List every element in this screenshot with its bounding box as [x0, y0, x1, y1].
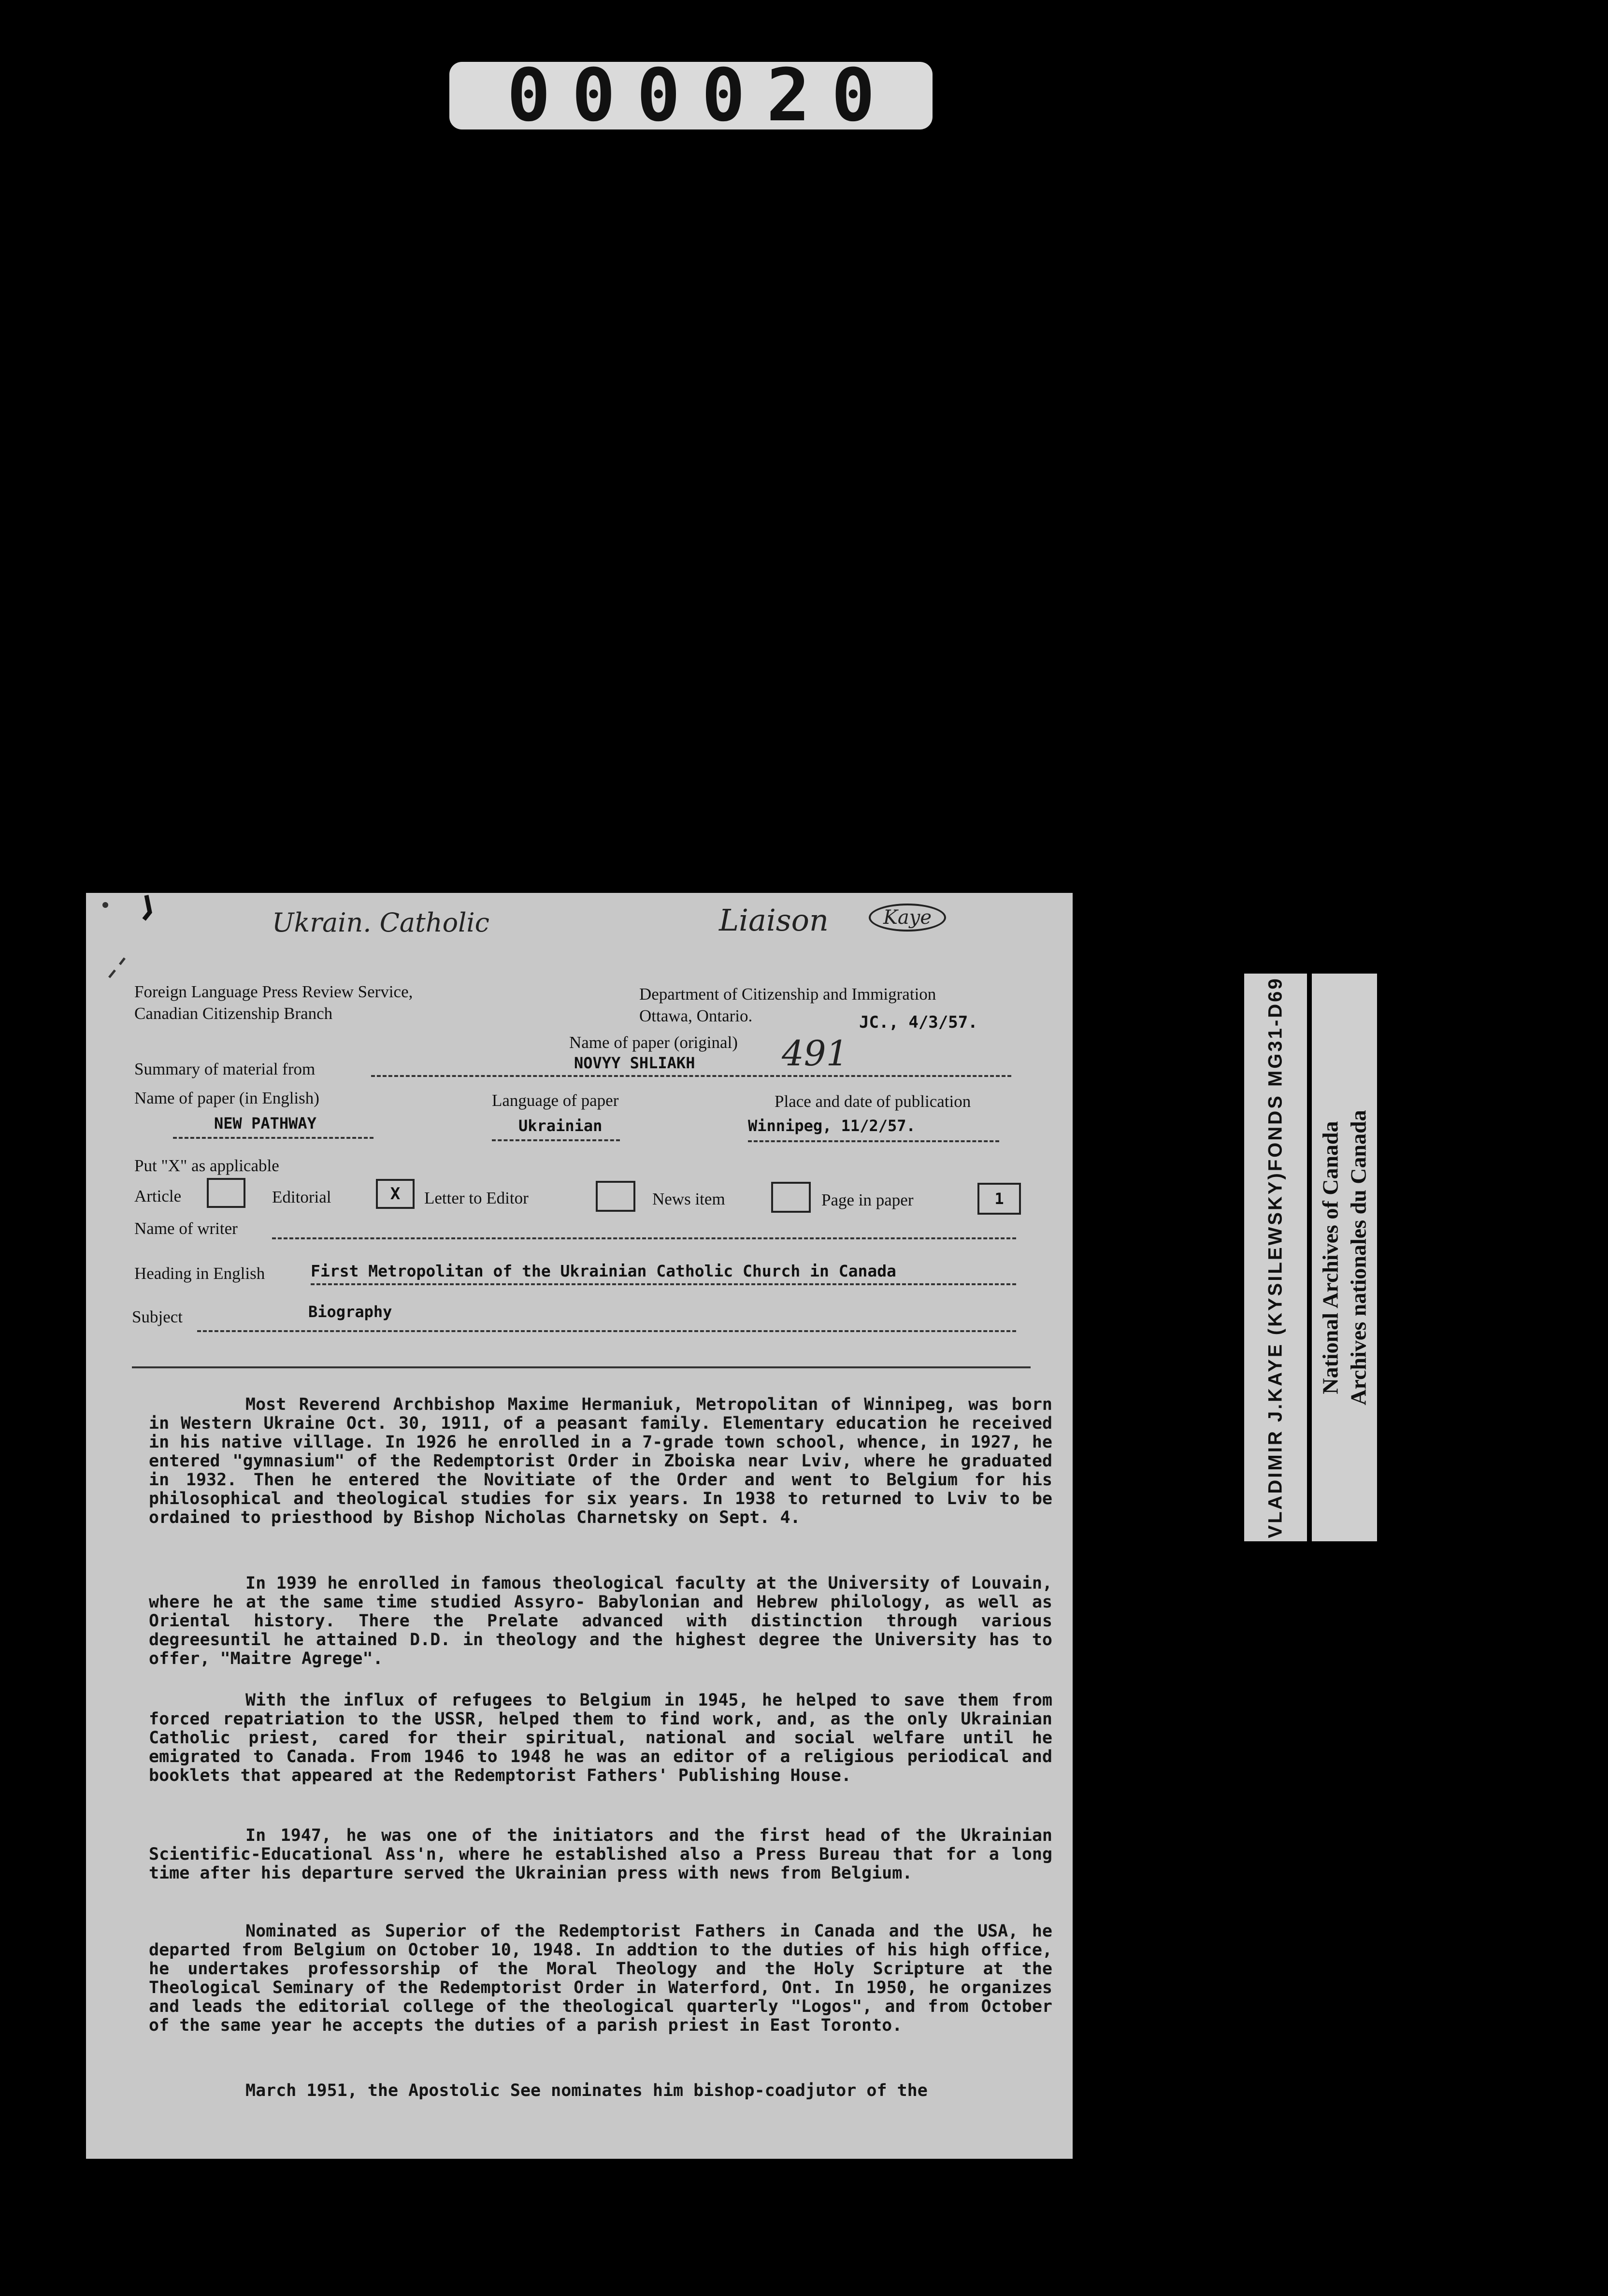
document-page [86, 893, 1073, 2159]
handwritten-liaison: Liaison [719, 903, 829, 938]
header-right-line2: Ottawa, Ontario. [639, 1006, 753, 1025]
subject-label: Subject [132, 1307, 183, 1326]
form-separator [132, 1366, 1031, 1368]
subject-value: Biography [308, 1303, 392, 1321]
page-label: Page in paper [821, 1191, 914, 1209]
archives-label-text [1317, 1110, 1373, 1405]
article-checkbox [207, 1178, 245, 1208]
header-right-line1: Department of Citizenship and Immigration [639, 985, 936, 1004]
body-paragraph-5: Nominated as Superior of the Redemptorist Fathers in Canada and the USA, he departed from Belgium on October 10, 1948. In addtion to the duties of his high office, he undertakes professorship of the Moral Theology and the Holy Scripture at the Theological Seminary of the Redemptorist Order in Waterford, Ont. In 1950, he organizes and leads the editorial college of the theological quarterly "Logos", and from October of the same year he accepts the duties of a parish priest in East Toronto. [149, 1922, 1052, 2035]
put-x-label: Put "X" as applicable [134, 1156, 279, 1175]
archives-label-fr: Archives nationales du Canada [1346, 1109, 1371, 1406]
english-name-value: NEW PATHWAY [214, 1114, 316, 1133]
archives-label-en: National Archives of Canada [1318, 1120, 1343, 1394]
editorial-checkbox [376, 1179, 415, 1209]
news-checkbox [771, 1182, 811, 1213]
letter-label: Letter to Editor [424, 1189, 529, 1207]
body-paragraph-1: Most Reverend Archbishop Maxime Hermaniuk, Metropolitan of Winnipeg, was born in Western Ukraine Oct. 30, 1911, of a peasant family. Elementary education he received in his native village. In 1926 he enrolled in a 7-grade town school, whence, in 1927, he entered "gymnasium" of the Redemptorist Order in Zboiska near Lviv, where he graduated in 1932. Then he entered the Novitiate of the Order and went to Belgium for his philosophical and theological studies for six years. In 1938 to returned to Lviv to be ordained to priesthood by Bishop Nicholas Charnetsky on Sept. 4. [149, 1395, 1052, 1527]
article-label: Article [134, 1187, 182, 1205]
handwritten-kaye-text: Kaye [883, 906, 932, 929]
writer-label: Name of writer [134, 1219, 238, 1238]
page-value: 1 [994, 1190, 1004, 1208]
body-paragraph-4: In 1947, he was one of the initiators and the first head of the Ukrainian Scientific-Educational Ass'n, where he established also a Press Bureau that for a long time after his departure served the Ukrainian press with news from Belgium. [149, 1826, 1052, 1883]
fonds-label [1244, 974, 1307, 1541]
heading-value: First Metropolitan of the Ukrainian Catholic Church in Canada [311, 1262, 896, 1280]
letter-checkbox [596, 1181, 635, 1212]
body-paragraph-6: March 1951, the Apostolic See nominates him bishop-coadjutor of the [245, 2081, 928, 2100]
frame-counter: 000020 [449, 62, 933, 129]
heading-label: Heading in English [134, 1264, 265, 1283]
page-box [977, 1183, 1021, 1215]
editorial-label: Editorial [272, 1188, 331, 1206]
corner-marks [96, 893, 158, 985]
summary-label: Summary of material from [134, 1060, 316, 1078]
language-value: Ukrainian [518, 1117, 603, 1135]
handwritten-kaye [869, 904, 946, 932]
english-name-label: Name of paper (in English) [134, 1089, 319, 1107]
header-ref: JC., 4/3/57. [859, 1013, 978, 1032]
header-left-line1: Foreign Language Press Review Service, [134, 982, 413, 1001]
language-label: Language of paper [492, 1091, 619, 1110]
archives-label [1312, 974, 1377, 1541]
news-label: News item [652, 1190, 725, 1208]
original-name-value: NOVYY SHLIAKH [574, 1054, 695, 1072]
place-label: Place and date of publication [775, 1092, 971, 1111]
body-paragraph-3: With the influx of refugees to Belgium in 1945, he helped to save them from forced repatriation to the USSR, helped them to find work, and, as the only Ukrainian Catholic priest, cared for their spiritual, national and social welfare until he emigrated to Canada. From 1946 to 1948 he was an editor of a religious periodical and booklets that appeared at the Redemptorist Fathers' Publishing House. [149, 1691, 1052, 1785]
fonds-label-text: VLADIMIR J.KAYE (KYSILEWSKY)FONDS MG31-D69 [1264, 976, 1286, 1538]
handwritten-category: Ukrain. Catholic [272, 907, 489, 938]
place-value: Winnipeg, 11/2/57. [748, 1117, 916, 1135]
handwritten-number: 491 [782, 1033, 848, 1074]
body-paragraph-2: In 1939 he enrolled in famous theological faculty at the University of Louvain, where he at the same time studied Assyro- Babylonian and Hebrew philology, as well as Oriental history. There the Prelate advanced with distinction through various degreesuntil he attained D.D. in theology and the highest degree the University has to offer, "Maitre Agrege". [149, 1574, 1052, 1668]
editorial-mark: X [390, 1184, 401, 1204]
original-name-label: Name of paper (original) [569, 1033, 738, 1052]
header-left-line2: Canadian Citizenship Branch [134, 1004, 333, 1023]
